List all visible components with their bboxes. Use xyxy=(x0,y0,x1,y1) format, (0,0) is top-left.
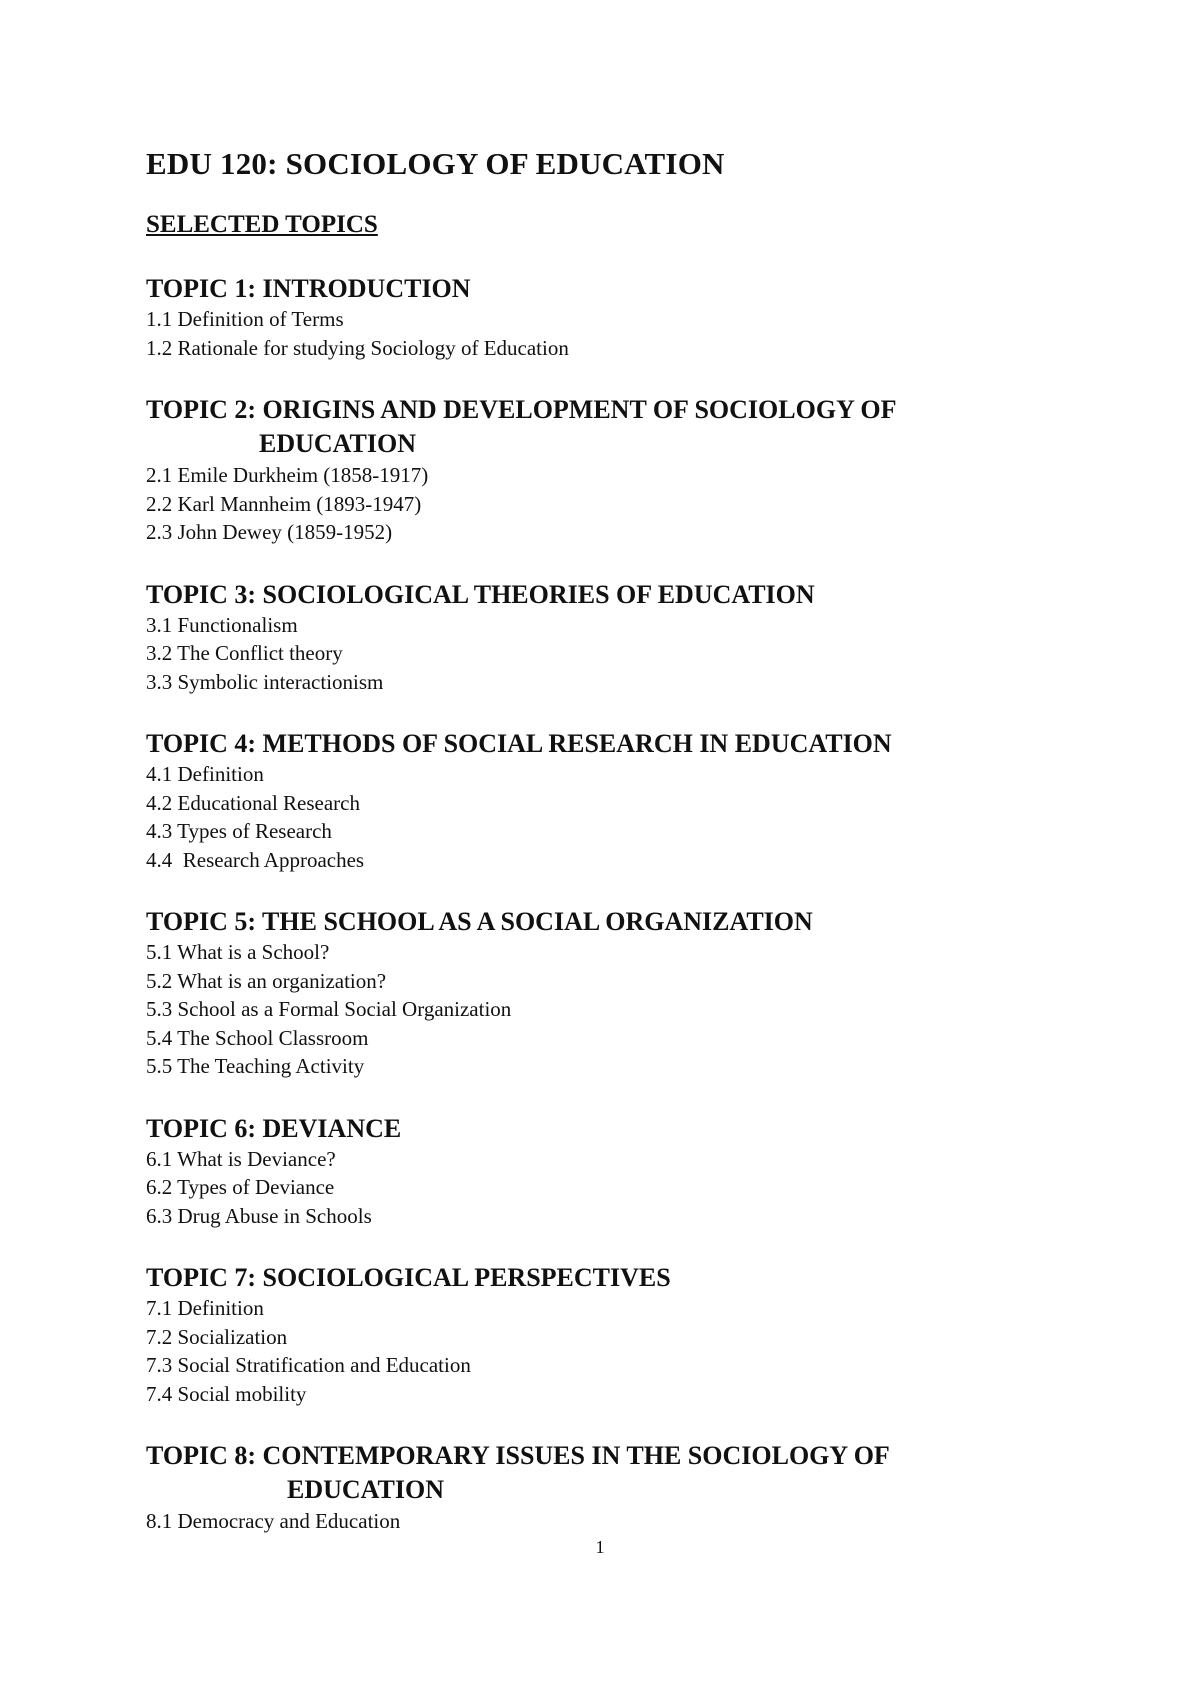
topic-heading xyxy=(146,905,1146,938)
subtopic-list xyxy=(146,611,1146,697)
subtopic-item: 1.1 Definition of Terms xyxy=(146,307,344,331)
topic-heading-continuation: EDUCATION xyxy=(287,1475,444,1504)
subtopic-list xyxy=(146,461,1146,547)
topic-heading xyxy=(146,1261,1146,1294)
topic-heading-text: TOPIC 2: ORIGINS AND DEVELOPMENT OF SOCIOLOGY OF xyxy=(146,395,897,424)
topic-heading xyxy=(146,393,1146,461)
subtopic-item: 5.2 What is an organization? xyxy=(146,968,387,993)
subtopic-item: 5.1 What is a School? xyxy=(146,940,330,964)
subtopic-list xyxy=(146,1507,1146,1536)
subtopic-item: 6.3 Drug Abuse in Schools xyxy=(146,1203,372,1228)
subtopic-item: 2.2 Karl Mannheim (1893-1947) xyxy=(146,491,422,516)
subtopic-item: 3.2 The Conflict theory xyxy=(146,641,343,665)
subtopic-item: 7.3 Social Stratification and Education xyxy=(146,1353,471,1377)
topic-block xyxy=(146,727,1146,874)
topic-heading xyxy=(146,727,1146,760)
subtopic-item: 7.4 Social mobility xyxy=(146,1381,307,1406)
subtopic-item: 5.5 The Teaching Activity xyxy=(146,1054,365,1078)
subtopic-item: 8.1 Democracy and Education xyxy=(146,1509,401,1533)
subtopic-list xyxy=(146,305,1146,362)
subtopic-item: 4.3 Types of Research xyxy=(146,819,332,843)
topic-heading-text: TOPIC 6: DEVIANCE xyxy=(146,1113,402,1143)
topic-heading-text: TOPIC 1: INTRODUCTION xyxy=(146,274,471,303)
topic-block xyxy=(146,272,1146,362)
topic-block xyxy=(146,1261,1146,1408)
subtopic-item: 3.3 Symbolic interactionism xyxy=(146,669,384,694)
topic-list xyxy=(146,272,1146,1567)
subtopic-item: 1.2 Rationale for studying Sociology of Education xyxy=(146,335,569,360)
subtopic-list xyxy=(146,938,1146,1081)
topic-heading-text: TOPIC 5: THE SCHOOL AS A SOCIAL ORGANIZATION xyxy=(146,907,813,936)
subtopic-list xyxy=(146,1145,1146,1231)
topic-heading xyxy=(146,1439,1146,1507)
subtopic-list xyxy=(146,1294,1146,1408)
topic-heading xyxy=(146,1112,1146,1145)
subtopic-item: 4.1 Definition xyxy=(146,762,264,786)
subtopic-list xyxy=(146,760,1146,874)
subtopic-item: 7.1 Definition xyxy=(146,1296,264,1320)
subtopic-item: 3.1 Functionalism xyxy=(146,612,298,637)
topic-heading-continuation: EDUCATION xyxy=(259,429,416,458)
topic-heading-text: TOPIC 8: CONTEMPORARY ISSUES IN THE SOCIOLOGY OF xyxy=(146,1441,890,1470)
section-heading: SELECTED TOPICS xyxy=(146,211,378,238)
topic-block xyxy=(146,1112,1146,1231)
topic-block xyxy=(146,393,1146,547)
topic-heading-text: TOPIC 7: SOCIOLOGICAL PERSPECTIVES xyxy=(146,1263,671,1292)
subtopic-item: 2.3 John Dewey (1859-1952) xyxy=(146,520,393,544)
subtopic-item: 2.1 Emile Durkheim (1858-1917) xyxy=(146,463,429,487)
subtopic-item: 5.3 School as a Formal Social Organization xyxy=(146,997,512,1021)
page-number: 1 xyxy=(595,1537,605,1557)
course-title: EDU 120: SOCIOLOGY OF EDUCATION xyxy=(146,146,725,181)
topic-block xyxy=(146,578,1146,697)
topic-block xyxy=(146,1439,1146,1536)
subtopic-item: 4.4 Research Approaches xyxy=(146,847,365,872)
subtopic-item: 7.2 Socialization xyxy=(146,1324,288,1349)
subtopic-item: 6.1 What is Deviance? xyxy=(146,1146,336,1171)
subtopic-item: 6.2 Types of Deviance xyxy=(146,1175,335,1199)
subtopic-item: 4.2 Educational Research xyxy=(146,790,360,815)
topic-heading xyxy=(146,272,1146,305)
topic-heading xyxy=(146,578,1146,611)
topic-heading-text: TOPIC 3: SOCIOLOGICAL THEORIES OF EDUCATION xyxy=(146,579,815,609)
topic-heading-text: TOPIC 4: METHODS OF SOCIAL RESEARCH IN EDUCATION xyxy=(146,729,892,758)
topic-block xyxy=(146,905,1146,1081)
subtopic-item: 5.4 The School Classroom xyxy=(146,1025,369,1050)
